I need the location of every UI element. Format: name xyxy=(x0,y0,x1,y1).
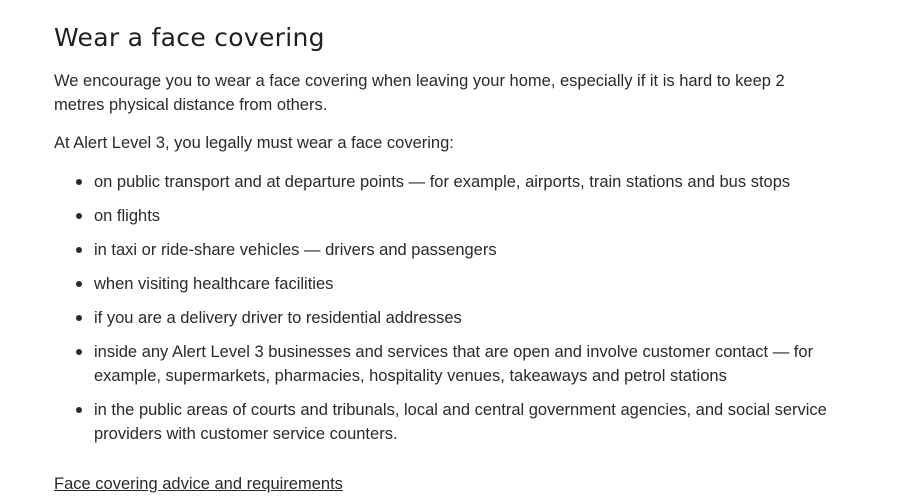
bullet-icon xyxy=(76,349,82,355)
bullet-icon xyxy=(76,213,82,219)
face-covering-section xyxy=(54,20,854,456)
bullet-icon xyxy=(76,407,82,413)
list-item-text: on public transport and at departure points — for example, airports, train stations and bus stops xyxy=(94,173,791,191)
face-covering-advice-link[interactable]: Face covering advice and requirements xyxy=(54,475,343,493)
list-item xyxy=(54,204,854,228)
list-item-text: inside any Alert Level 3 businesses and services that are open and involve customer contact — for example, supermarkets, pharmacies, hospitality venues, takeaways and petrol stations xyxy=(94,343,814,385)
list-item-text: on flights xyxy=(94,207,161,225)
section-title: Wear a face covering xyxy=(54,23,325,52)
bullet-icon xyxy=(76,247,82,253)
list-item-text: in the public areas of courts and tribunals, local and central government agencies, and social service providers with customer service counters. xyxy=(94,401,827,443)
list-item-text: in taxi or ride-share vehicles — drivers and passengers xyxy=(94,241,497,259)
bullet-icon xyxy=(76,315,82,321)
intro-paragraph: We encourage you to wear a face covering when leaving your home, especially if it is hard to keep 2 metres physical distance from others. xyxy=(54,72,785,114)
list-item-text: if you are a delivery driver to residential addresses xyxy=(94,309,462,327)
bullet-icon xyxy=(76,281,82,287)
list-item-text: when visiting healthcare facilities xyxy=(94,275,334,293)
list-item xyxy=(54,340,854,388)
requirements-lead: At Alert Level 3, you legally must wear a face covering: xyxy=(54,134,454,152)
list-item xyxy=(54,398,854,446)
list-item xyxy=(54,170,854,194)
list-item xyxy=(54,306,854,330)
list-item xyxy=(54,238,854,262)
list-item xyxy=(54,272,854,296)
bullet-icon xyxy=(76,179,82,185)
requirements-list xyxy=(54,170,854,446)
